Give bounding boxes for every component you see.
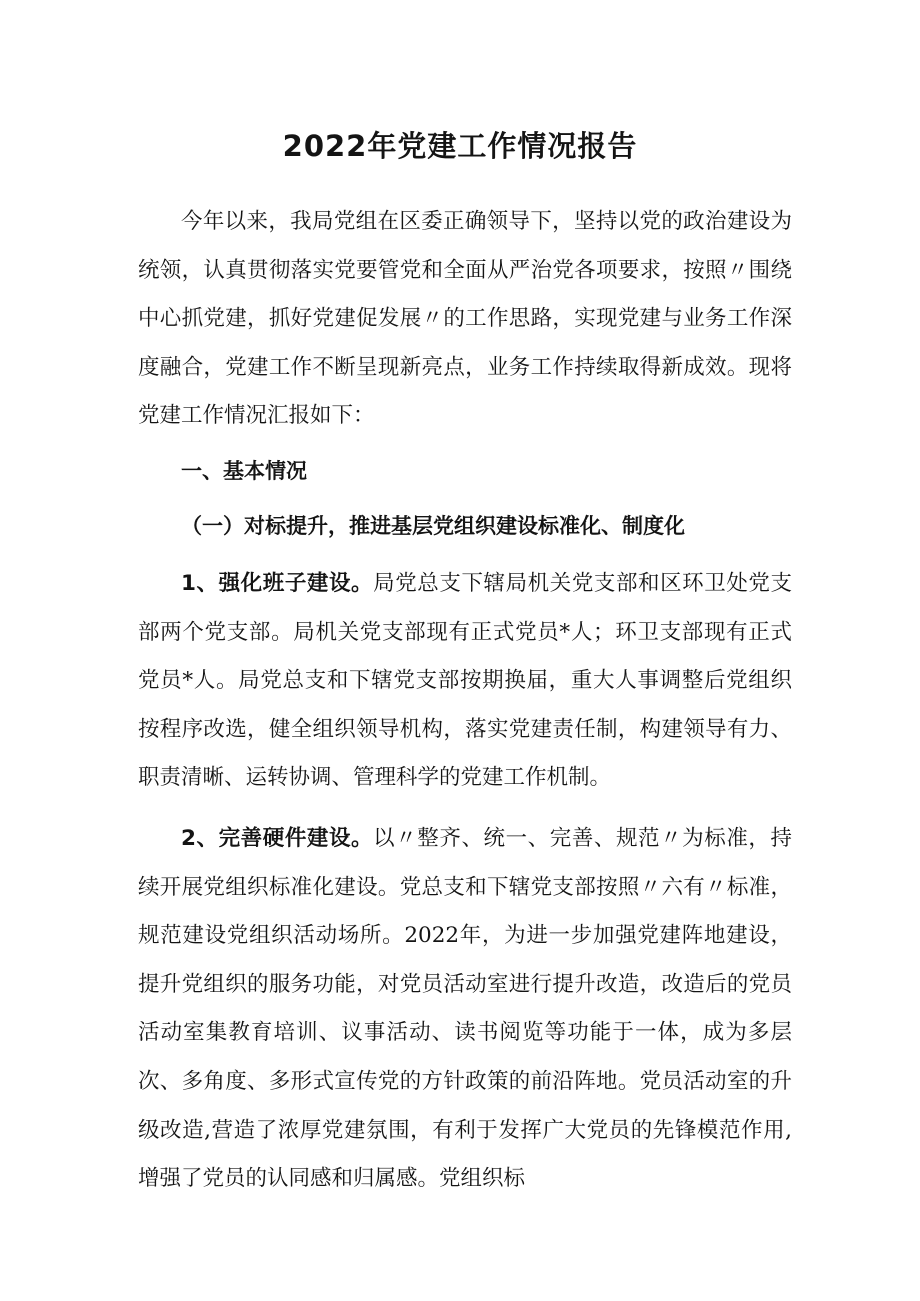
section-heading-basic-situation: 一、基本情况 xyxy=(181,459,307,483)
item-1-text: 局党总支下辖局机关党支部和区环卫处党支部两个党支部。局机关党支部现有正式党员*人；环卫支部现有正式党员*人。局党总支和下辖党支部按期换届，重大人事调整后党组织按程序改选，健全组织领导机构，落实党建责任制，构建领导有力、职责清晰、运转协调、管理科学的党建工作机制。 xyxy=(138,571,792,791)
subsection-heading-standardization: （一）对标提升，推进基层党组织建设标准化、制度化 xyxy=(181,514,685,538)
document-title: 2022年党建工作情况报告 xyxy=(282,129,638,163)
item-2-paragraph xyxy=(138,815,792,1204)
item-2-text: 以〃整齐、统一、完善、规范〃为标准，持续开展党组织标准化建设。党总支和下辖党支部按照〃六有〃标准，规范建设党组织活动场所。2022年，为进一步加强党建阵地建设，提升党组织的服务功能，对党员活动室进行提升改造，改造后的党员活动室集教育培训、议事活动、读书阅览等功能于一体，成为多层次、多角度、多形式宣传党的方针政策的前沿阵地。党员活动室的升级改造,营造了浓厚党建氛围，有利于发挥广大党员的先锋模范作用,增强了党员的认同感和归属感。党组织标 xyxy=(138,826,792,1192)
item-1-lead: 1、强化班子建设。 xyxy=(181,571,374,596)
item-1-paragraph xyxy=(138,560,792,803)
item-2-lead: 2、完善硬件建设。 xyxy=(181,826,374,851)
intro-paragraph: 今年以来，我局党组在区委正确领导下，坚持以党的政治建设为统领，认真贯彻落实党要管党和全面从严治党各项要求，按照〃围绕中心抓党建，抓好党建促发展〃的工作思路，实现党建与业务工作深度融合，党建工作不断呈现新亮点，业务工作持续取得新成效。现将党建工作情况汇报如下： xyxy=(138,209,792,429)
